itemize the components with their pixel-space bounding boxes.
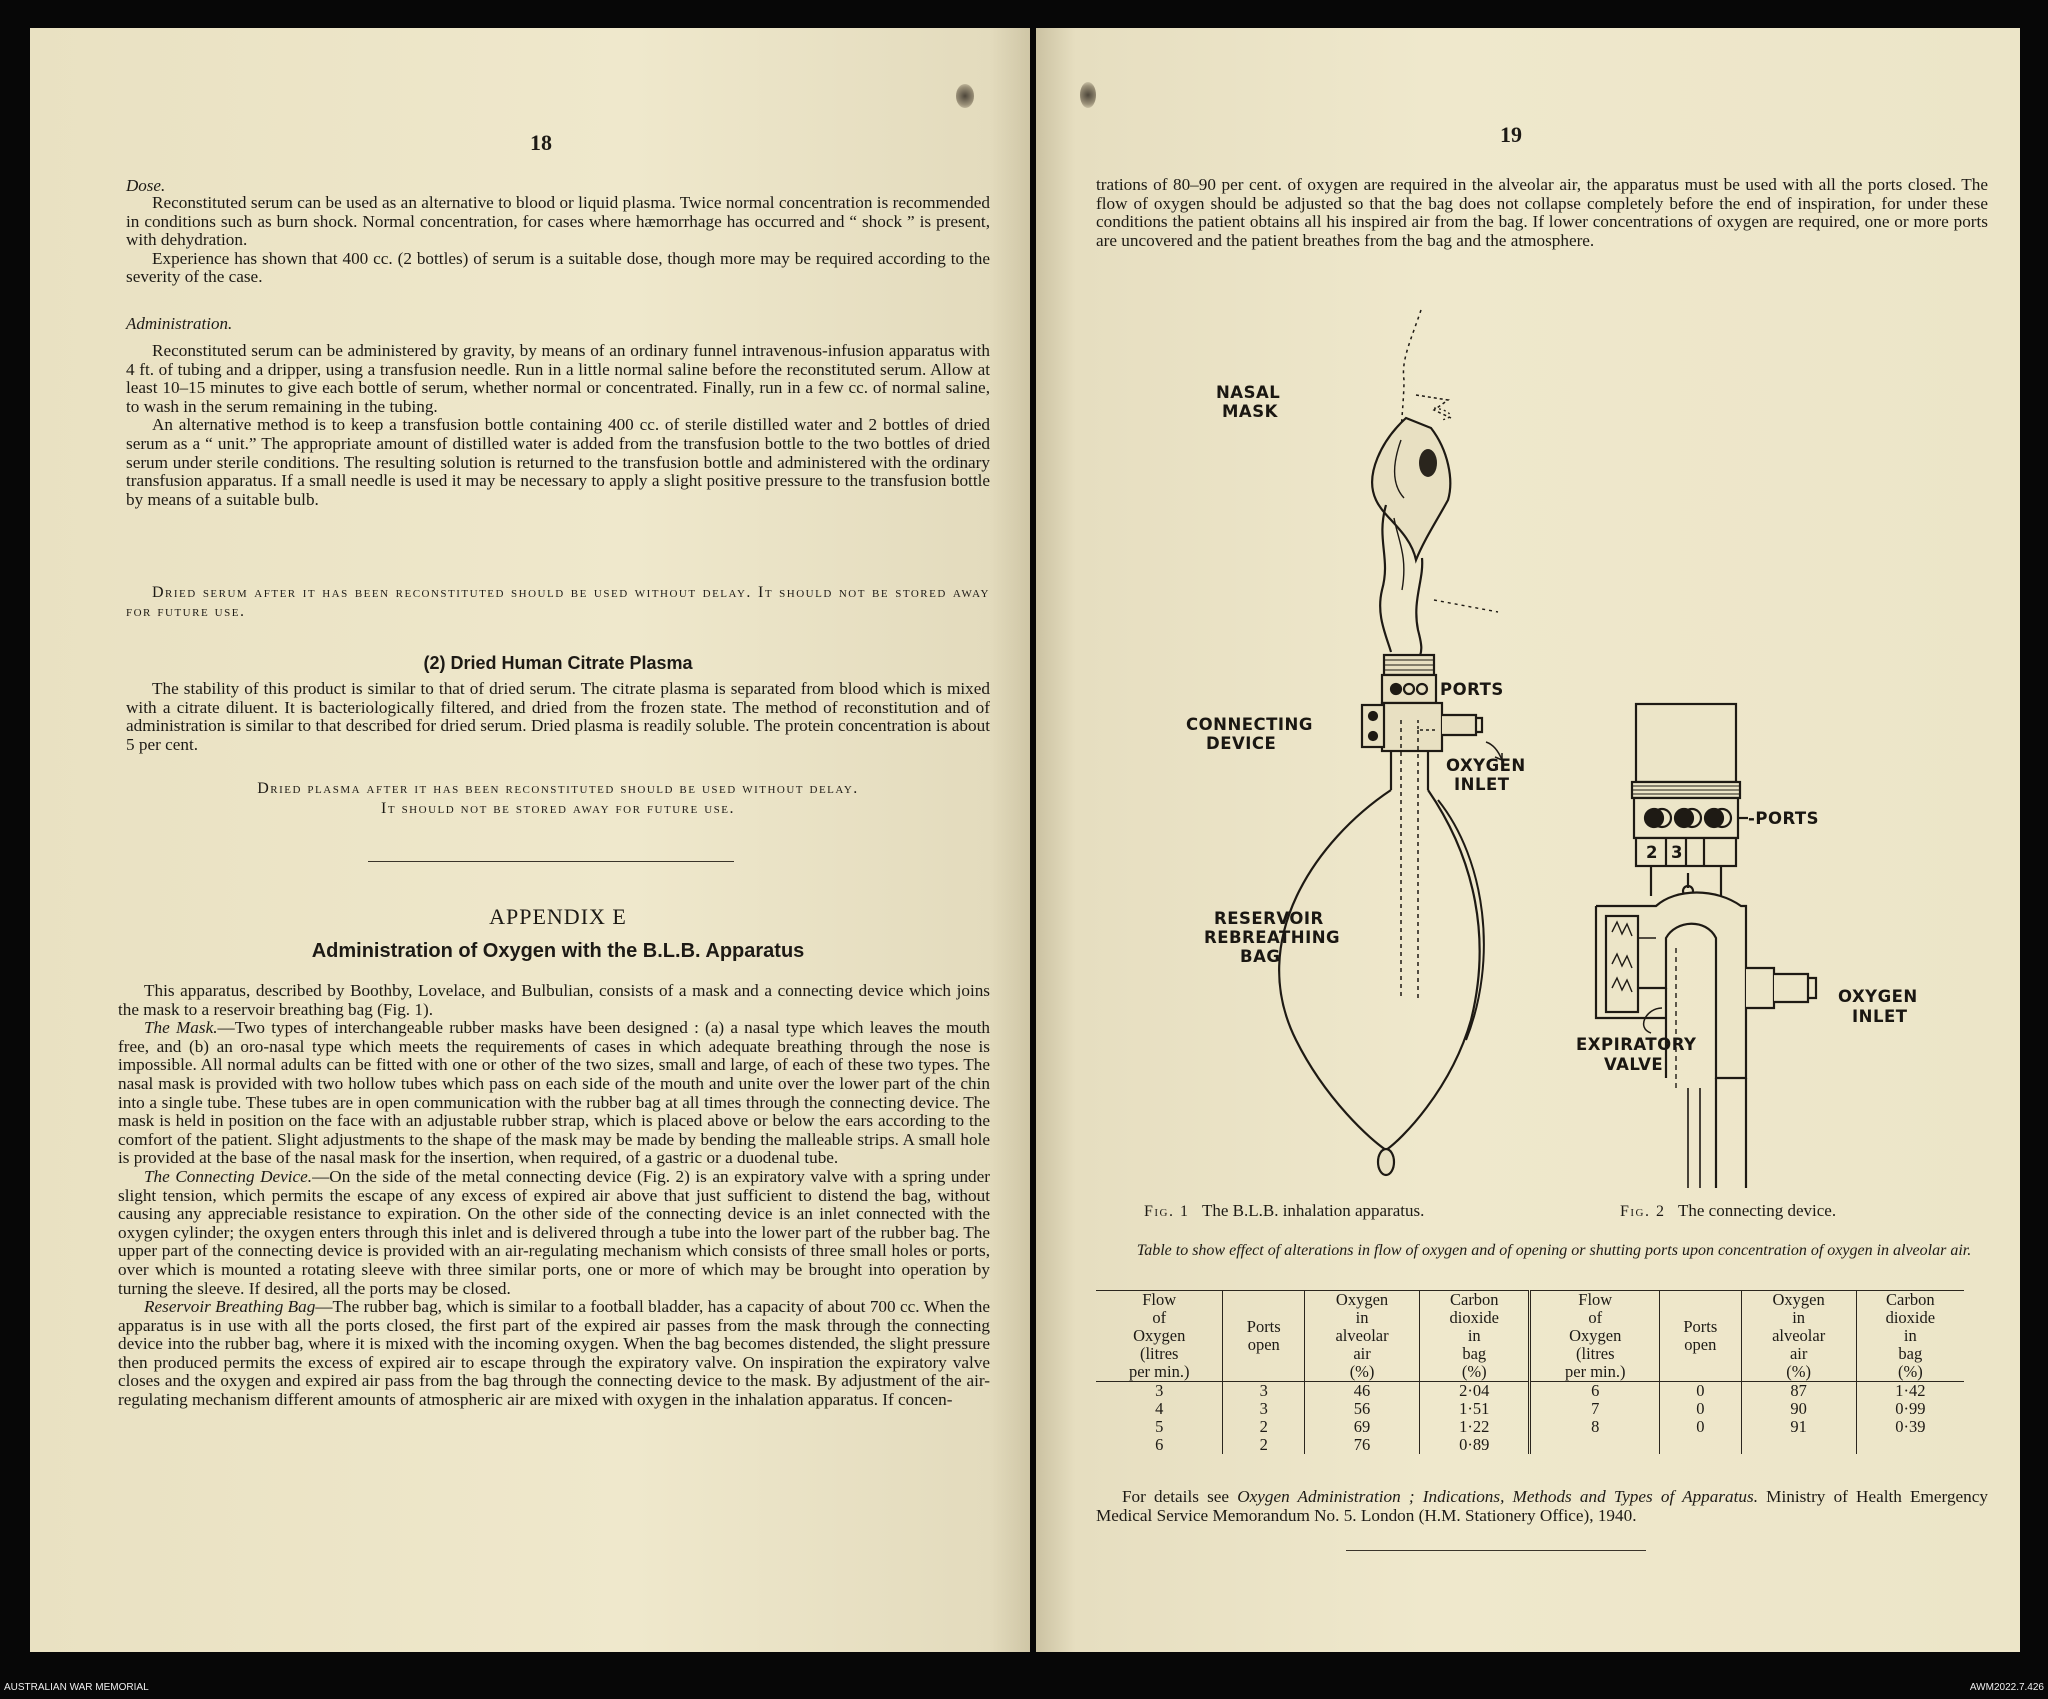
fig1-caption — [1144, 1201, 1424, 1221]
serum-warning-text: Dried serum after it has been reconstituted should be used without delay. It should not be stored away for future use. — [126, 584, 990, 620]
table-cell: 69 — [1305, 1418, 1420, 1436]
table-cell: 2·04 — [1420, 1382, 1530, 1401]
fig2-label-3: 3 — [1671, 843, 1683, 862]
header-line: Carbon — [1886, 1290, 1935, 1309]
table-cell: 90 — [1741, 1400, 1856, 1418]
appendix-title: APPENDIX E — [489, 904, 627, 929]
table-row — [1096, 1418, 1964, 1436]
header-co2-right — [1856, 1291, 1964, 1382]
table-cell: 1·22 — [1420, 1418, 1530, 1436]
table-row — [1096, 1382, 1964, 1401]
table-cell: 91 — [1741, 1418, 1856, 1436]
table-cell: 0·99 — [1856, 1400, 1964, 1418]
footer-right: AWM2022.7.426 — [1969, 1682, 2044, 1693]
table-row — [1096, 1436, 1964, 1454]
left-page — [30, 28, 1030, 1652]
table-cell: 3 — [1155, 1381, 1164, 1400]
fig1-label-reservoir-3: BAG — [1240, 947, 1281, 966]
table-cell: 6 — [1155, 1435, 1164, 1454]
fig1-label-reservoir-2: REBREATHING — [1204, 928, 1341, 947]
administration-heading: Administration. — [126, 314, 233, 333]
header-line: in — [1792, 1308, 1806, 1327]
table-cell: 2 — [1223, 1418, 1305, 1436]
table-cell: 76 — [1305, 1436, 1420, 1454]
fig1-caption-label: Fig. 1 — [1144, 1203, 1190, 1220]
fig1-label-connecting-2: DEVICE — [1206, 734, 1277, 753]
table-cell: 0·39 — [1856, 1418, 1964, 1436]
continuation-body — [1096, 176, 1988, 250]
header-flow-left — [1096, 1291, 1223, 1382]
fig2-diagram — [1576, 688, 1956, 1208]
fig1-label-reservoir-1: RESERVOIR — [1214, 909, 1324, 928]
page-number-left: 18 — [530, 130, 552, 155]
table-row — [1096, 1400, 1964, 1418]
bag-text: —The rubber bag, which is similar to a football bladder, has a capacity of about 700 cc. When the apparatus is in use with all the ports closed, the first part of the expired air passes from the mask through the connecting device into the rubber bag, where it is mixed with the incoming oxygen. When the bag becomes distended, the slight pressure then produced permits the excess of expired air to escape through the expiratory valve. On inspiration the expiratory valve closes and the oxygen and expired air pass from the bag through the connecting device to the mask. By adjustment of the air-regulating mechanism different amounts of atmospheric air are mixed with oxygen in the inhalation apparatus. If concen- — [118, 1297, 990, 1410]
plasma-warning-line-2: It should not be stored away for future use. — [381, 800, 735, 817]
fig2-label-valve-2: VALVE — [1604, 1055, 1664, 1074]
table-cell: 1·42 — [1856, 1382, 1964, 1401]
dose-heading: Dose. — [126, 176, 166, 195]
table-cell: 1·51 — [1420, 1400, 1530, 1418]
fig2-label-ports: -PORTS — [1748, 809, 1820, 828]
header-ports-right — [1660, 1291, 1742, 1382]
header-line: open — [1684, 1335, 1717, 1354]
plasma-paragraph-1: The stability of this product is similar to that of dried serum. The citrate plasma is separated from blood which is mixed with a citrate diluent. It is bacteriologically filtered, and dried from the frozen state. The method of reconstitution and of administration is similar to that described for dried serum. Dried plasma is readily soluble. The protein concentration is about 5 per cent. — [126, 679, 990, 754]
fig1-label-ports: PORTS — [1440, 680, 1504, 699]
header-line: (%) — [1349, 1362, 1375, 1381]
device-lead: The Connecting Device. — [144, 1166, 313, 1186]
fig1-label-nasal-2: MASK — [1222, 402, 1278, 421]
appendix-subtitle: Administration of Oxygen with the B.L.B. Apparatus — [311, 940, 805, 962]
administration-paragraph-2: An alternative method is to keep a transfusion bottle containing 400 cc. of sterile distilled water and 2 bottles of dried serum as a “ unit.” The appropriate amount of distilled water is added from the transfusion bottle to the two bottles of dried serum under sterile conditions. The resulting solution is returned to the transfusion bottle and administered with the ordinary transfusion apparatus. If a small needle is used it may be necessary to apply a slight positive pressure to the transfusion bottle by means of a suitable bulb. — [126, 415, 990, 509]
fig1-caption-text: The B.L.B. inhalation apparatus. — [1201, 1201, 1425, 1220]
header-line: bag — [1898, 1344, 1923, 1363]
fig2-label-inlet-1: OXYGEN — [1838, 987, 1918, 1006]
header-line: alveolar — [1335, 1326, 1389, 1345]
header-oxygen-right — [1741, 1291, 1856, 1382]
table-cell — [1741, 1436, 1856, 1454]
fig1-diagram — [1186, 300, 1526, 1200]
administration-paragraph-1: Reconstituted serum can be administered by gravity, by means of an ordinary funnel intravenous-infusion apparatus with 4 ft. of tubing and a dripper, using a transfusion needle. Run in a little normal saline before the reconstituted serum. Allow at least 10–15 minutes to give each bottle of serum, whether normal or concentrated. Finally, run in a few cc. of normal saline, to wash in the serum remaining in the tubing. — [126, 341, 990, 416]
header-line: (%) — [1461, 1362, 1487, 1381]
header-line: (litres — [1576, 1344, 1615, 1363]
fig2-caption-label: Fig. 2 — [1620, 1203, 1666, 1220]
plasma-heading: (2) Dried Human Citrate Plasma — [423, 653, 693, 673]
fig2-label-2: 2 — [1646, 843, 1658, 862]
header-line: in — [1355, 1308, 1369, 1327]
reference-lead: For details see — [1122, 1487, 1238, 1506]
header-line: in — [1467, 1326, 1481, 1345]
table-cell — [1660, 1436, 1742, 1454]
fig2-label-inlet-2: INLET — [1852, 1007, 1908, 1026]
continuation-paragraph: trations of 80–90 per cent. of oxygen are required in the alveolar air, the apparatus must be used with all the ports closed. The flow of oxygen should be adjusted so that the bag does not collapse completely before the end of inspiration, for under these conditions the patient obtains all his inspired air from the bag. If lower concentrations of oxygen are required, one or more ports are uncovered and the patient breathes from the bag and the atmosphere. — [1096, 175, 1988, 250]
bag-paragraph — [118, 1298, 990, 1410]
header-ports-left — [1223, 1291, 1305, 1382]
header-line: air — [1353, 1344, 1371, 1363]
plasma-warning-line-1: Dried plasma after it has been reconstituted should be used without delay. — [257, 780, 859, 797]
header-line: Oxygen — [1335, 1290, 1389, 1309]
table-cell: 7 — [1530, 1400, 1660, 1418]
mask-text: —Two types of interchangeable rubber masks have been designed : (a) a nasal type which leaves the mouth free, and (b) an oro-nasal type which meets the requirements of cases in which adequate breathing through the nose is impossible. All normal adults can be fitted with one or other of the two sizes, small and large, of each of these two types. The nasal mask is provided with two hollow tubes which pass on each side of the mouth and unite over the lower part of the chin into a single tube. These tubes are in open communication with the rubber bag at all times through the connecting device. The mask is held in position on the face with an adjustable rubber strap, which is placed above or below the ears according to the comfort of the patient. Slight adjustments to the shape of the mask may be made by bending the malleable strips. A small hole is provided at the base of the nasal mask for the insertion, when required, of a gastric or a duodenal tube. — [118, 1018, 990, 1168]
header-line: Oxygen — [1772, 1290, 1825, 1309]
table-cell: 6 — [1530, 1382, 1660, 1401]
header-line: Ports — [1683, 1317, 1718, 1336]
header-line: Carbon — [1449, 1290, 1499, 1309]
table-cell: 4 — [1155, 1399, 1164, 1418]
table-cell: 0 — [1660, 1418, 1742, 1436]
reference-paragraph — [1096, 1488, 1988, 1525]
dose-paragraph-1: Reconstituted serum can be used as an alternative to blood or liquid plasma. Twice normal concentration is recommended in conditions such as burn shock. Normal concentration, for cases where hæmorrhage has occurred and “ shock ” is present, with dehydration. — [126, 193, 990, 250]
dose-paragraph-2: Experience has shown that 400 cc. (2 bottles) of serum is a suitable dose, though more may be required according to the severity of the case. — [126, 248, 990, 287]
table-cell: 5 — [1155, 1417, 1164, 1436]
header-line: in — [1903, 1326, 1917, 1345]
fig1-label-inlet-2: INLET — [1454, 775, 1510, 794]
header-line: open — [1247, 1335, 1280, 1354]
table-caption: Table to show effect of alterations in flow of oxygen and of opening or shutting ports upon concentration of oxygen in alveolar air. — [1136, 1242, 1972, 1259]
table-cell: 0·89 — [1420, 1436, 1530, 1454]
fig2-caption — [1620, 1201, 1836, 1221]
header-line: (%) — [1897, 1362, 1923, 1381]
header-line: Flow — [1142, 1290, 1177, 1309]
dose-body — [126, 194, 990, 287]
fig1-label-inlet-1: OXYGEN — [1446, 756, 1526, 775]
header-line: bag — [1462, 1344, 1487, 1363]
table-cell: 3 — [1223, 1382, 1305, 1401]
table-body — [1096, 1382, 1964, 1455]
staple-hole-right — [1080, 82, 1096, 108]
footer-left: AUSTRALIAN WAR MEMORIAL — [4, 1682, 149, 1693]
table-cell: 87 — [1741, 1382, 1856, 1401]
reference-rest: Ministry of Health Emergency Medical Service Memorandum No. 5. London (H.M. Stationery Office), 1940. — [1096, 1487, 1988, 1525]
bottom-divider — [1346, 1550, 1646, 1551]
bag-lead: Reservoir Breathing Bag — [144, 1297, 316, 1317]
page-number-right: 19 — [1500, 122, 1522, 147]
staple-hole-left — [956, 84, 974, 108]
header-oxygen-left — [1305, 1291, 1420, 1382]
table-cell — [1530, 1436, 1660, 1454]
header-line: Ports — [1246, 1317, 1281, 1336]
header-line: (%) — [1786, 1362, 1812, 1381]
table-cell: 46 — [1305, 1382, 1420, 1401]
fig2-label-valve-1: EXPIRATORY — [1576, 1035, 1697, 1054]
header-line: dioxide — [1449, 1308, 1500, 1327]
table-cell: 2 — [1223, 1436, 1305, 1454]
table-cell — [1856, 1436, 1964, 1454]
fig1-label-nasal-1: NASAL — [1216, 383, 1281, 402]
table-cell: 56 — [1305, 1400, 1420, 1418]
header-co2-left — [1420, 1291, 1530, 1382]
appendix-body — [118, 982, 990, 1410]
header-line: Flow — [1578, 1290, 1613, 1309]
table-cell: 0 — [1660, 1382, 1742, 1401]
table-header-row — [1096, 1291, 1964, 1382]
header-flow-right — [1530, 1291, 1660, 1382]
right-page — [1036, 28, 2020, 1652]
serum-warning — [126, 584, 990, 621]
header-line: Oxygen — [1133, 1326, 1186, 1345]
table-cell: 3 — [1223, 1400, 1305, 1418]
header-line: air — [1789, 1344, 1808, 1363]
header-line: of — [1588, 1308, 1603, 1327]
header-line: (litres — [1139, 1344, 1179, 1363]
section-divider — [368, 861, 734, 862]
device-text: —On the side of the metal connecting device (Fig. 2) is an expiratory valve with a spring under slight tension, which permits the escape of any excess of expired air above that just sufficient to distend the bag, without causing any appreciable resistance to expiration. On the other side of the connecting device is an inlet connected with the oxygen cylinder; the oxygen enters through this inlet and is delivered through a tube into the lower part of the rubber bag. The upper part of the connecting device is provided with an air-regulating mechanism which consists of three small holes or ports, over which is mounted a rotating sleeve with three similar ports, one or more of which may be brought into operation by turning the sleeve. If desired, all the ports may be closed. — [118, 1166, 990, 1298]
administration-body — [126, 342, 990, 509]
appendix-intro: This apparatus, described by Boothby, Lovelace, and Bulbulian, consists of a mask and a connecting device which joins the mask to a reservoir breathing bag (Fig. 1). — [118, 981, 990, 1019]
header-line: dioxide — [1885, 1308, 1936, 1327]
device-paragraph — [118, 1168, 990, 1298]
fig2-caption-text: The connecting device. — [1677, 1201, 1837, 1220]
header-line: alveolar — [1772, 1326, 1826, 1345]
fig1-label-connecting-1: CONNECTING — [1186, 715, 1313, 734]
header-line: per min.) — [1565, 1362, 1626, 1381]
header-line: of — [1152, 1308, 1167, 1327]
mask-lead: The Mask. — [144, 1018, 218, 1038]
header-line: per min.) — [1128, 1362, 1190, 1381]
mask-paragraph — [118, 1019, 990, 1168]
reference-note — [1096, 1488, 1988, 1525]
table-cell: 0 — [1660, 1400, 1742, 1418]
plasma-body — [126, 680, 990, 754]
table-cell: 8 — [1530, 1418, 1660, 1436]
oxygen-table — [1096, 1290, 1964, 1454]
header-line: Oxygen — [1569, 1326, 1622, 1345]
reference-title: Oxygen Administration ; Indications, Methods and Types of Apparatus. — [1237, 1487, 1759, 1506]
